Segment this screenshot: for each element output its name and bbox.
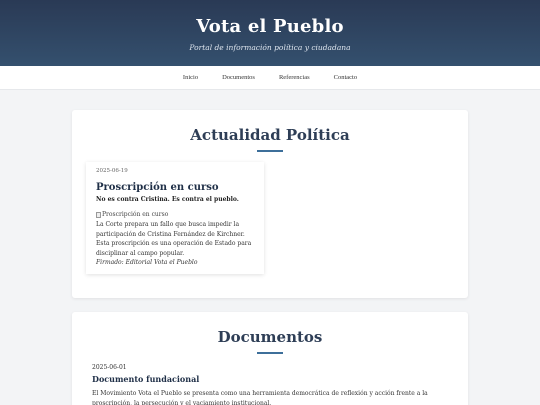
site-header	[0, 0, 540, 66]
document-title[interactable]: Documento fundacional	[92, 374, 200, 384]
nav-link-referencias[interactable]: Referencias	[278, 74, 310, 81]
broken-image-icon	[96, 212, 101, 218]
post-date: 2025-06-19	[96, 168, 128, 174]
site-tagline: Portal de información política y ciudadana	[189, 43, 351, 52]
post-signature: Firmado: Editorial Vota el Pueblo	[96, 259, 198, 266]
document-entry	[72, 354, 468, 405]
section-heading-politica: Actualidad Política	[190, 126, 350, 144]
post-subtitle: No es contra Cristina. Es contra el pueblo.	[96, 196, 239, 203]
main-content	[0, 90, 540, 405]
section-heading-documentos: Documentos	[217, 328, 323, 346]
main-nav	[0, 66, 540, 90]
nav-link-documentos[interactable]: Documentos	[222, 74, 255, 81]
site-title: Vota el Pueblo	[196, 16, 344, 37]
documentos-section	[72, 312, 468, 405]
post-image	[96, 211, 254, 218]
heading-divider	[257, 150, 283, 152]
post-card	[86, 162, 264, 274]
actualidad-politica-section	[72, 110, 468, 298]
post-image-alt: Proscripción en curso	[102, 211, 169, 218]
nav-link-contacto[interactable]: Contacto	[333, 74, 358, 81]
document-date: 2025-06-01	[92, 364, 127, 371]
nav-link-inicio[interactable]: Inicio	[182, 74, 199, 81]
post-title[interactable]: Proscripción en curso	[96, 182, 219, 193]
post-body: La Corte prepara un fallo que busca impedir la participación de Cristina Fernández de Kirchner. Esta proscripción es una operación de Estado para disciplinar al campo popular.	[96, 221, 252, 257]
document-body: El Movimiento Vota el Pueblo se presenta como una herramienta democrática de reflexión y acción frente a la proscripción, la persecución y el vaciamiento institucional.	[92, 390, 428, 405]
